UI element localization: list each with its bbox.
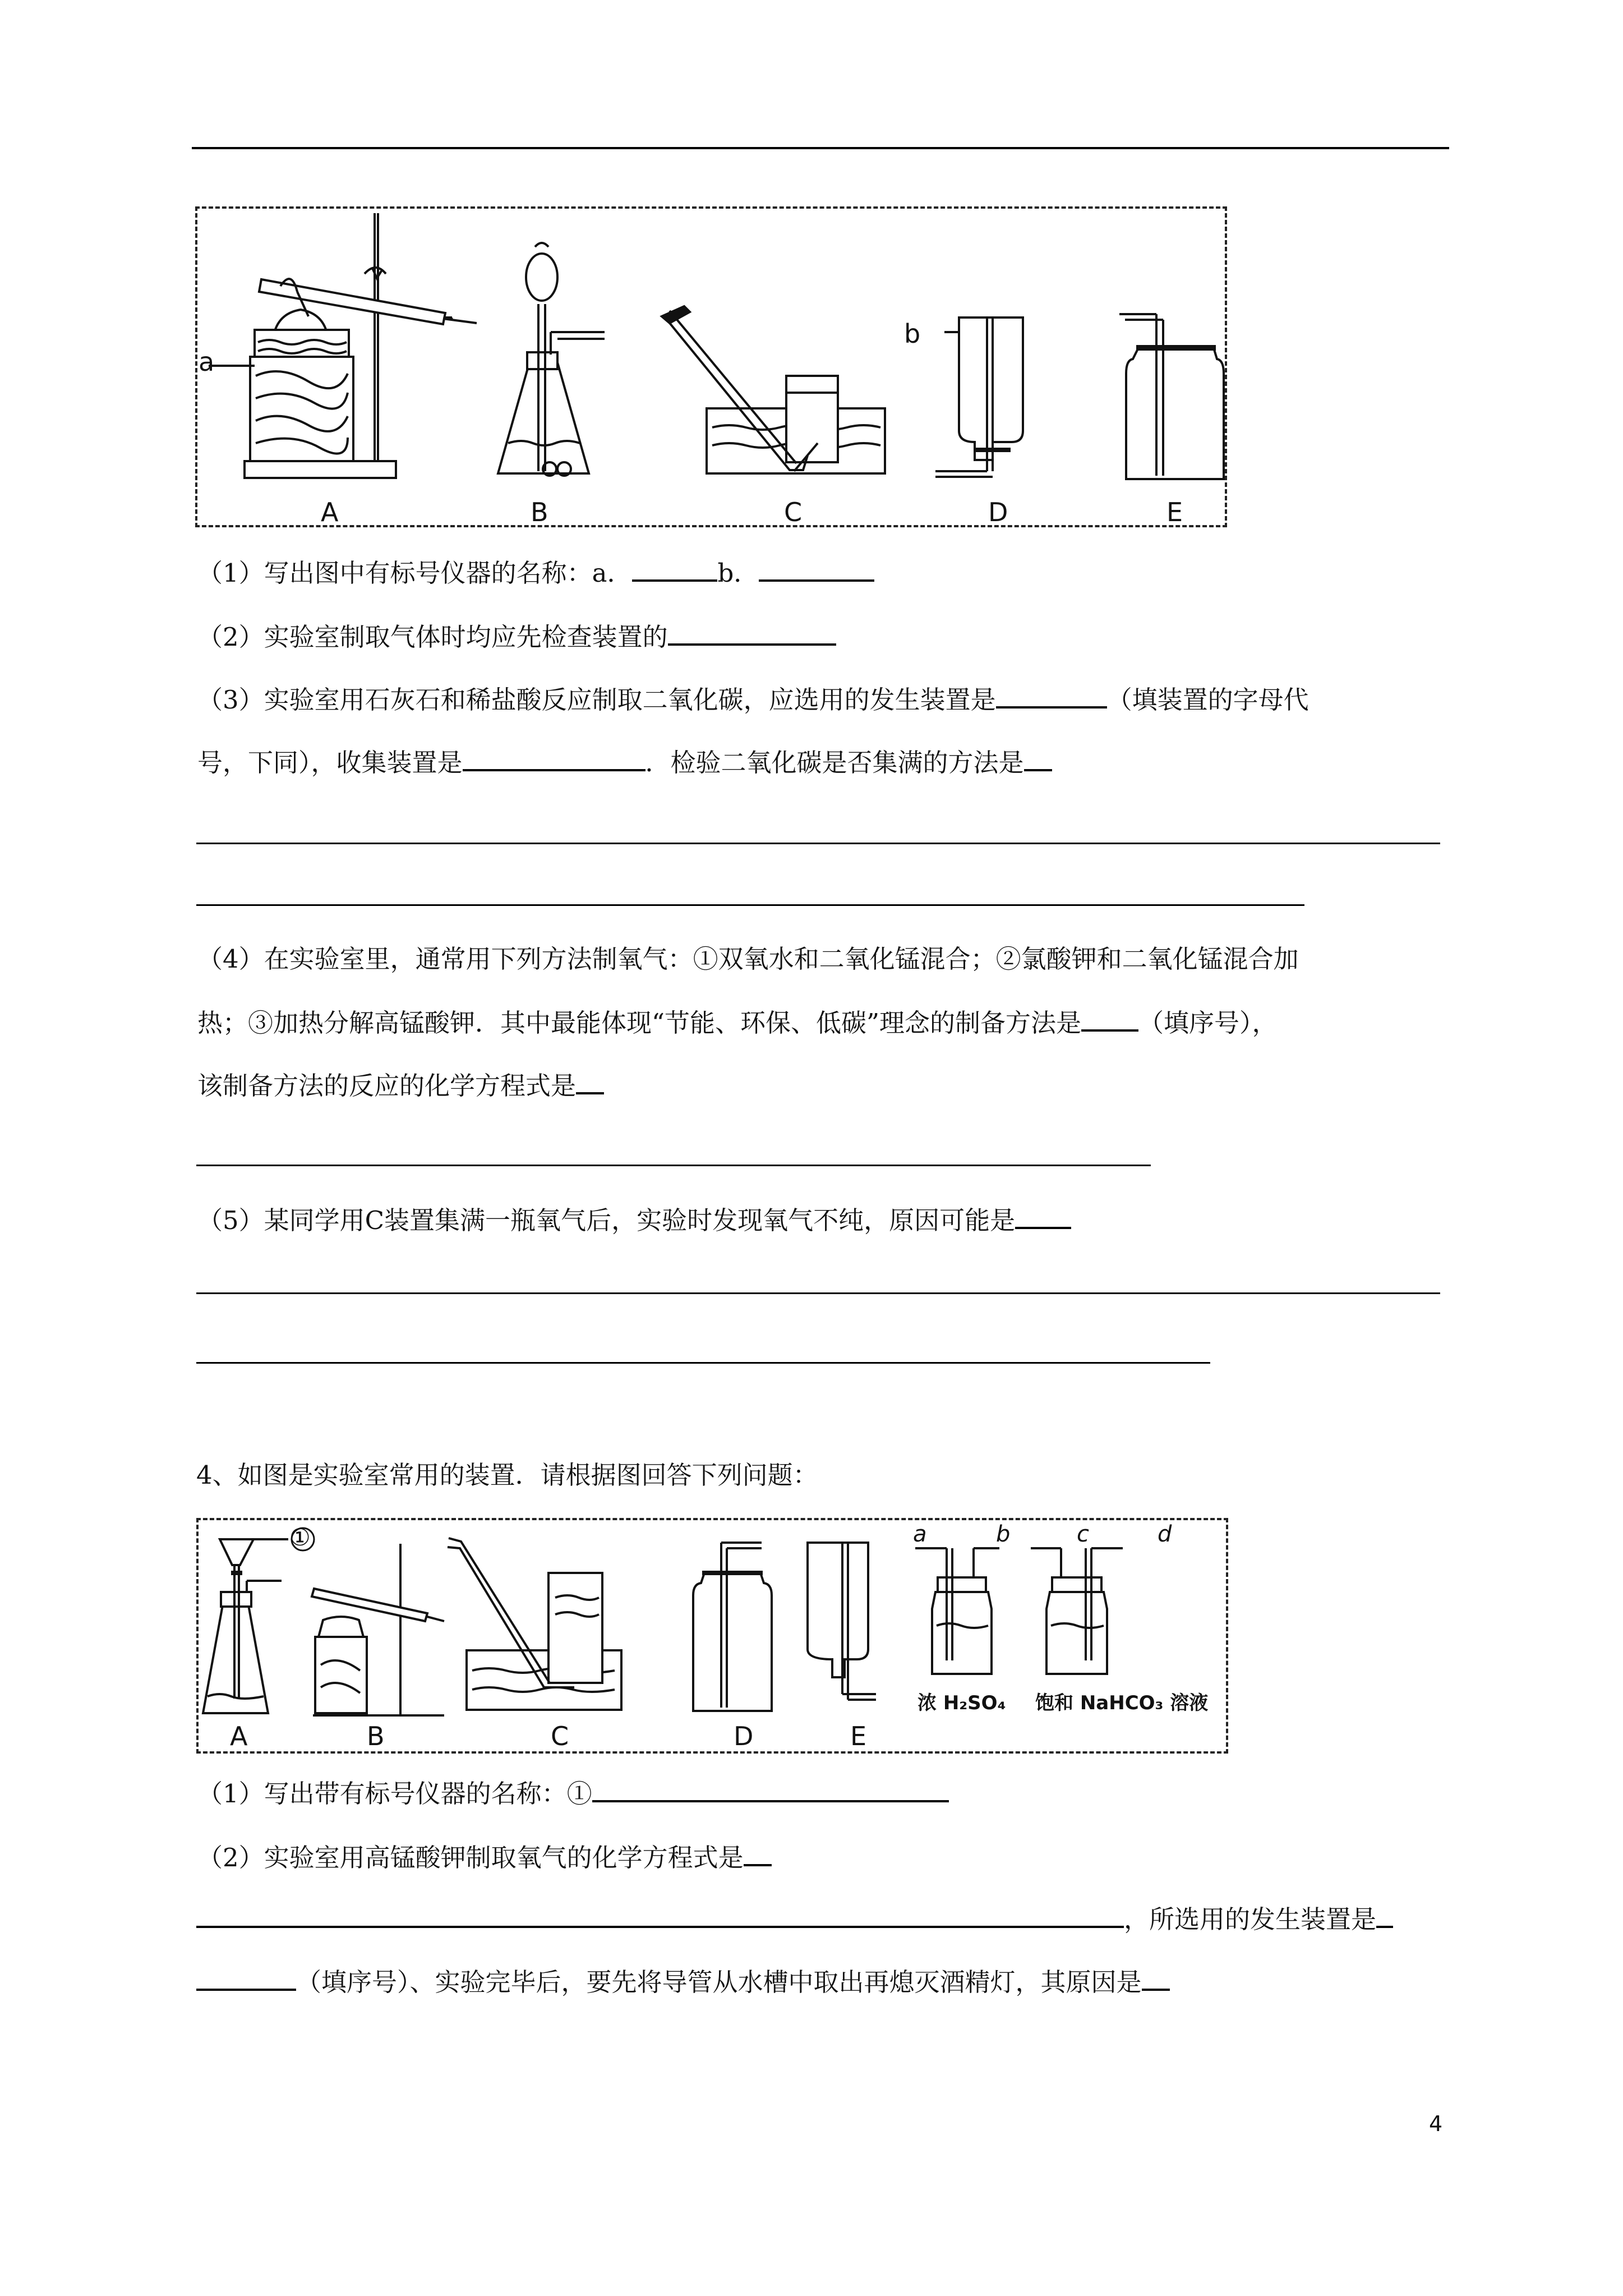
- q3-part4-line1: （4）在实验室里，通常用下列方法制氧气：①双氧水和二氧化锰混合；②氯酸钾和二氧化锰混合加: [197, 944, 1299, 974]
- figure-1-label-a: A: [321, 497, 339, 527]
- page-number: 4: [1429, 2111, 1443, 2136]
- bottle-letter-b: b: [996, 1521, 1011, 1547]
- q4-part2-line1: （2）实验室用高锰酸钾制取氧气的化学方程式是: [197, 1841, 772, 1875]
- answer-blank-equation2-start[interactable]: [744, 1842, 772, 1866]
- figure-1-apparatus: [196, 208, 1226, 526]
- answer-blank-apparatus[interactable]: [196, 1966, 296, 1991]
- q4-part2-line3: （填序号）、实验完毕后，要先将导管从水槽中取出再熄灭酒精灯，其原因是: [196, 1966, 1170, 1999]
- answer-line-method-2[interactable]: [196, 904, 1304, 906]
- answer-blank-method-number[interactable]: [1081, 1007, 1138, 1032]
- answer-line-reason-2[interactable]: [196, 1362, 1210, 1364]
- answer-blank-check[interactable]: [668, 621, 836, 646]
- figure-2-label-e: E: [850, 1721, 867, 1751]
- header-rule: [192, 147, 1449, 149]
- callout-a-label: a: [199, 347, 215, 377]
- q3-part2: （2）实验室制取气体时均应先检查装置的: [197, 620, 836, 654]
- bottle-letter-a: a: [913, 1521, 927, 1547]
- q4-part1: （1）写出带有标号仪器的名称：①: [197, 1777, 949, 1811]
- figure-2-label-a: A: [230, 1721, 248, 1751]
- q3-part4-line2: 热；③加热分解高锰酸钾．其中最能体现“节能、环保、低碳”理念的制备方法是 （填序号），: [197, 1008, 1278, 1038]
- q3-part3-line2: 号，下同），收集装置是 ．检验二氧化碳是否集满的方法是: [197, 746, 1052, 780]
- figure-1-label-d: D: [988, 497, 1008, 527]
- answer-blank-reason-start[interactable]: [1015, 1204, 1071, 1229]
- answer-blank-instrument[interactable]: [592, 1778, 949, 1802]
- figure-2-apparatus: [197, 1519, 1227, 1752]
- answer-blank-method-start[interactable]: [1024, 747, 1052, 771]
- q3-part5: （5）某同学用C装置集满一瓶氧气后，实验时发现氧气不纯，原因可能是: [197, 1204, 1071, 1237]
- bottle-caption-2: 饱和 NaHCO₃ 溶液: [1035, 1692, 1209, 1714]
- answer-line-method-1[interactable]: [196, 843, 1440, 844]
- q4-title: 4、如图是实验室常用的装置．请根据图回答下列问题：: [196, 1460, 818, 1490]
- figure-2-label-b: B: [367, 1721, 385, 1751]
- answer-blank-b[interactable]: [759, 557, 874, 582]
- bottle-caption-1: 浓 H₂SO₄: [917, 1692, 1006, 1714]
- answer-blank-cause-start[interactable]: [1142, 1966, 1170, 1991]
- answer-blank-apparatus-start[interactable]: [1376, 1903, 1393, 1928]
- answer-blank-collector[interactable]: [463, 747, 645, 771]
- q3-part1: （1）写出图中有标号仪器的名称：a． b．: [197, 556, 874, 590]
- q4-part2-line2: ，所选用的发生装置是: [196, 1903, 1393, 1936]
- answer-line-equation2[interactable]: [196, 1903, 1124, 1928]
- answer-blank-a[interactable]: [632, 557, 717, 582]
- figure-1-label-e: E: [1166, 497, 1183, 527]
- figure-2-label-d: D: [734, 1721, 754, 1751]
- figure-2-label-c: C: [551, 1721, 569, 1751]
- callout-1-label: ①: [289, 1524, 311, 1551]
- callout-b-label: b: [904, 319, 921, 349]
- answer-blank-equation-start[interactable]: [576, 1070, 604, 1094]
- bottle-letter-c: c: [1077, 1521, 1089, 1547]
- q3-part3-line1: （3）实验室用石灰石和稀盐酸反应制取二氧化碳，应选用的发生装置是 （填装置的字母代: [197, 685, 1309, 715]
- figure-1-label-b: B: [531, 497, 548, 527]
- answer-blank-generator[interactable]: [996, 684, 1107, 708]
- answer-line-equation[interactable]: [196, 1165, 1151, 1166]
- q3-part4-line3: 该制备方法的反应的化学方程式是: [197, 1069, 604, 1103]
- answer-line-reason-1[interactable]: [196, 1292, 1440, 1294]
- figure-1-label-c: C: [784, 497, 803, 527]
- bottle-letter-d: d: [1158, 1521, 1172, 1547]
